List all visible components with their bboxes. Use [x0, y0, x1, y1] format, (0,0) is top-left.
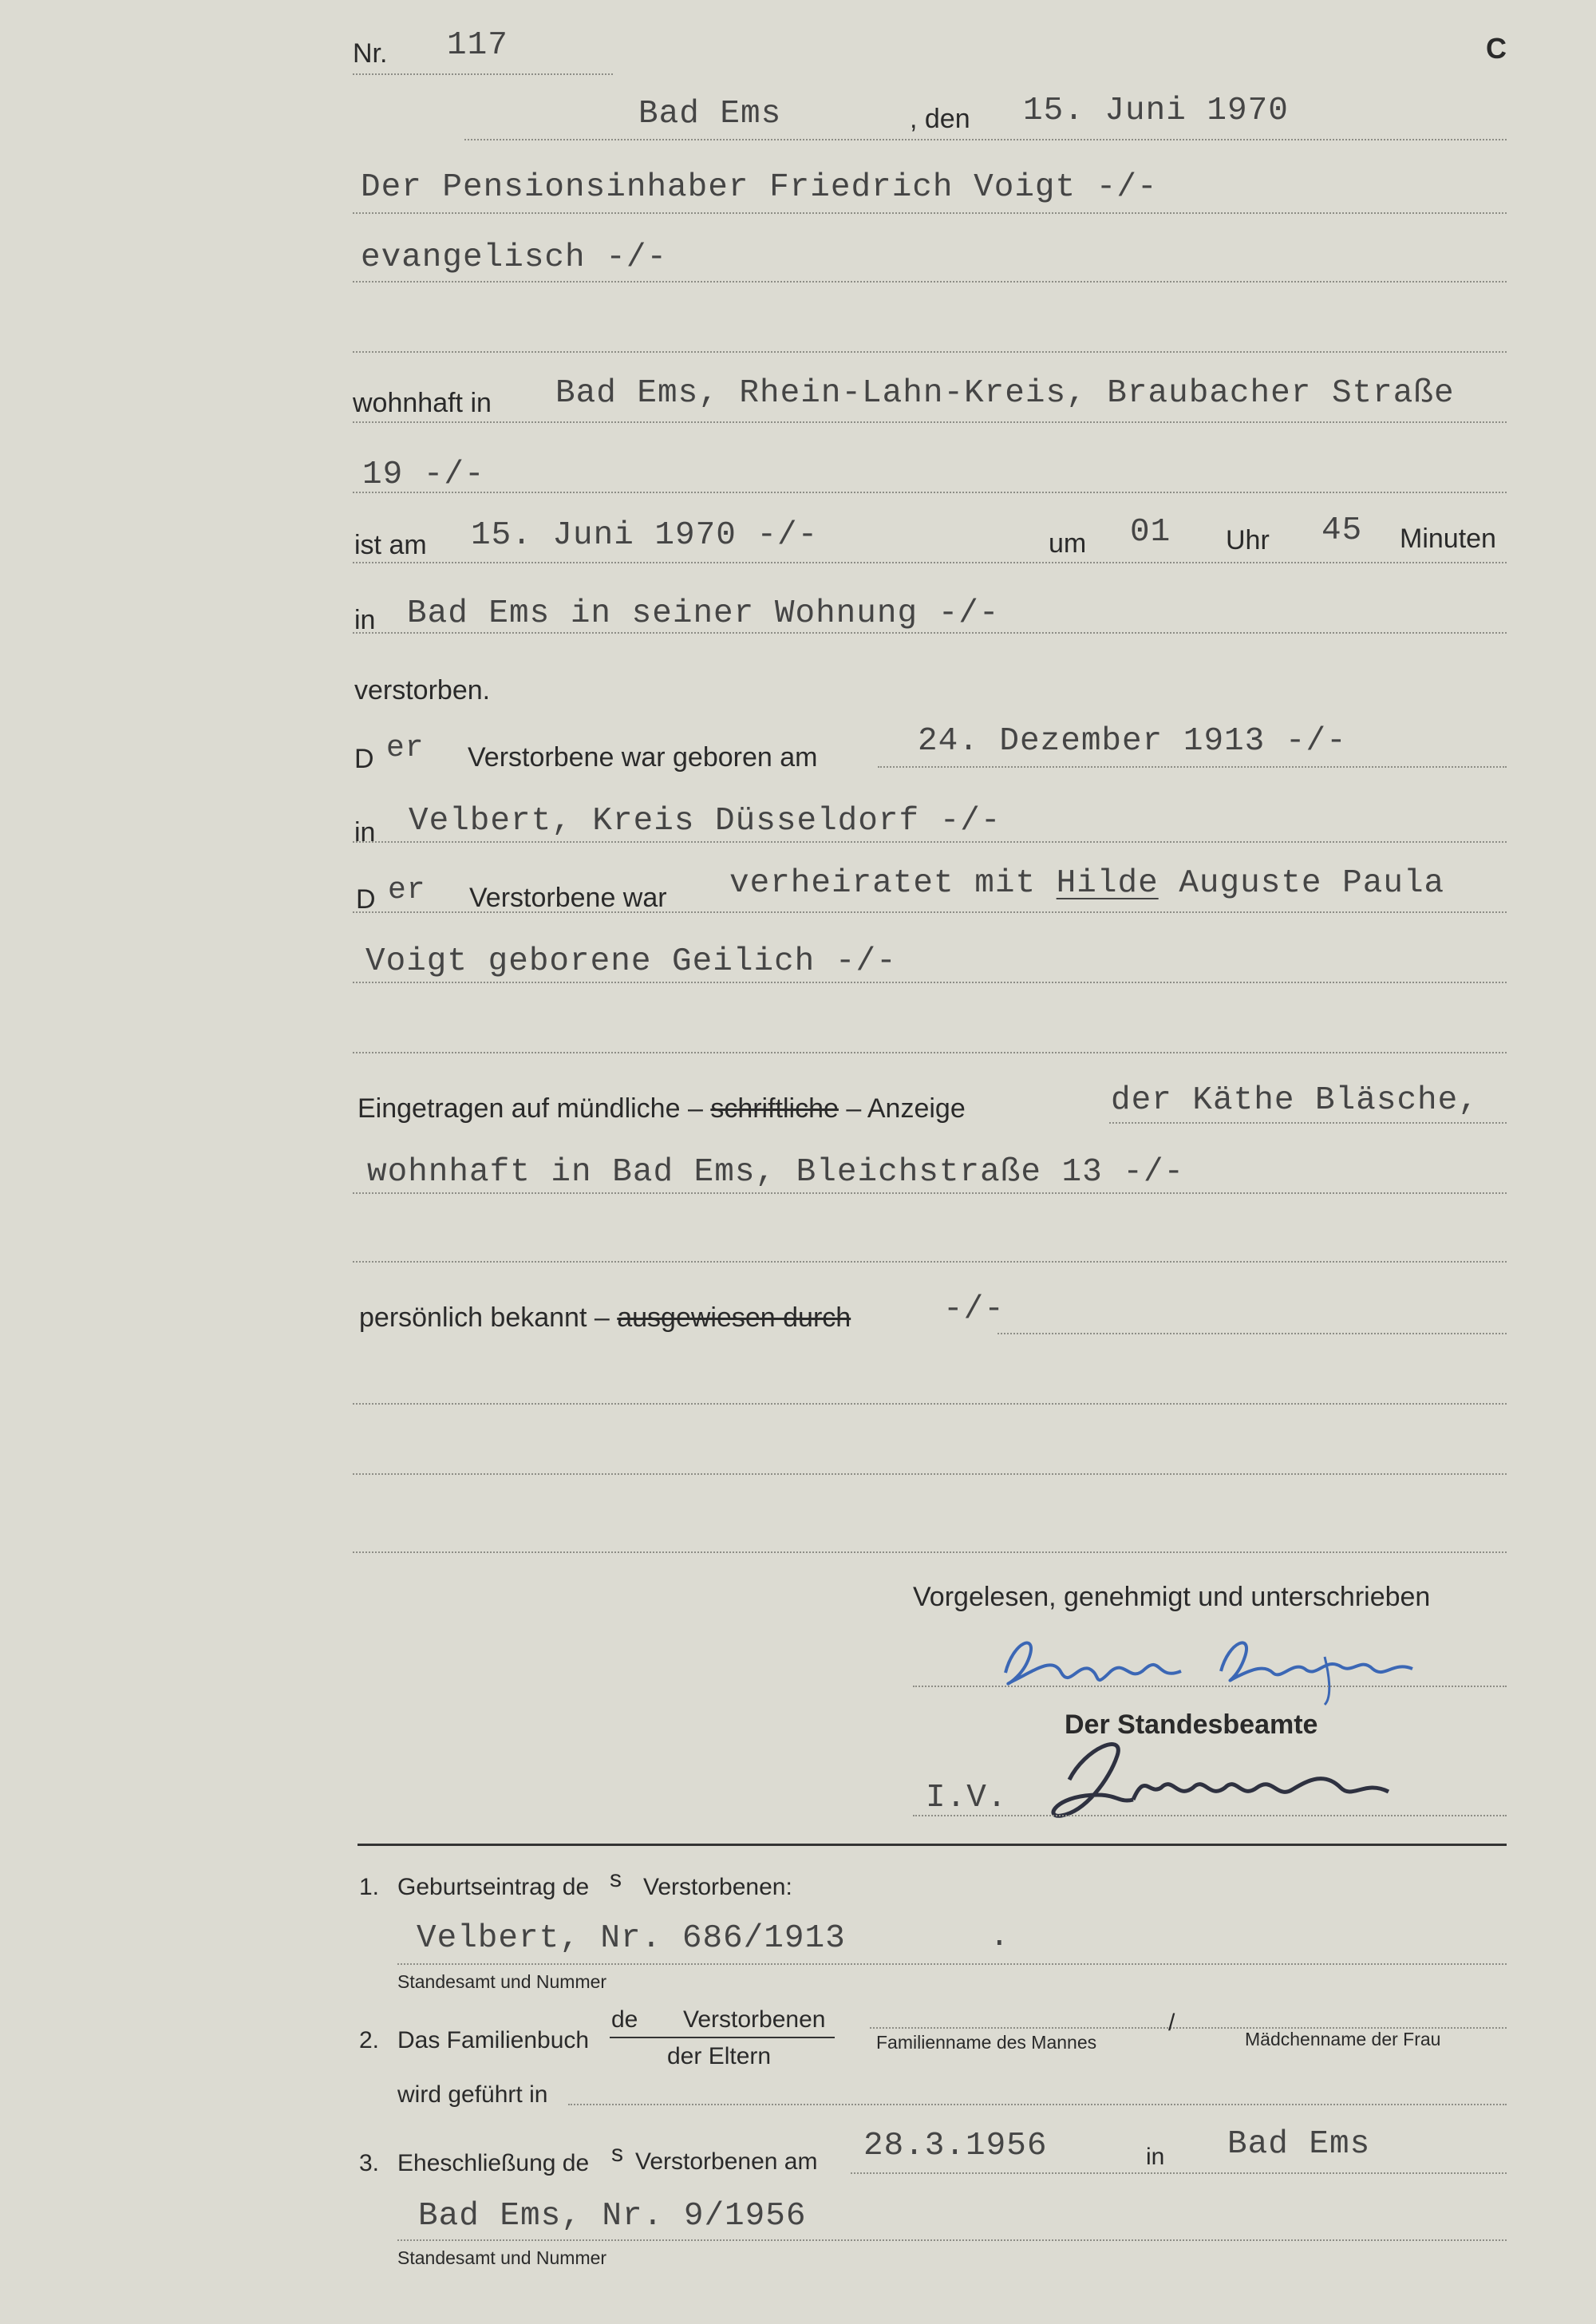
er-suffix: er: [388, 873, 426, 907]
informant-address: wohnhaft in Bad Ems, Bleichstraße 13 -/-: [367, 1154, 1185, 1191]
marriage-status: [729, 865, 1444, 902]
item-2-label: Das Familienbuch: [397, 2027, 590, 2053]
registration-label-b: – Anzeige: [846, 1093, 966, 1124]
in-label: in: [354, 605, 376, 635]
item-3-in: in: [1146, 2144, 1165, 2170]
death-hour: 01: [1130, 514, 1171, 551]
informant-name: der Käthe Bläsche,: [1111, 1082, 1479, 1119]
death-date: 15. Juni 1970 -/-: [471, 517, 819, 554]
item-3-caption: Standesamt und Nummer: [397, 2247, 607, 2268]
dotted-line: [353, 632, 1507, 634]
dotted-line: [851, 2172, 1507, 2174]
fraction-line: [610, 2037, 835, 2038]
dotted-line: [353, 1052, 1507, 1053]
spouse-name-line-2: Voigt geborene Geilich -/-: [365, 943, 897, 980]
dotted-line: [353, 1261, 1507, 1263]
verstorben-label: verstorben.: [354, 675, 491, 706]
identity-label: [359, 1302, 851, 1334]
item-1-dot: .: [990, 1919, 1010, 1955]
identity-value: -/-: [943, 1291, 1005, 1328]
spouse-first-name: Hilde: [1056, 865, 1159, 902]
dotted-line: [878, 766, 1507, 768]
place-of-record: Bad Ems: [638, 96, 782, 132]
registration-label-a: Eingetragen auf mündliche –: [358, 1093, 703, 1124]
marriage-place: Bad Ems: [1227, 2126, 1371, 2163]
informant-signature: [990, 1625, 1436, 1713]
dotted-line: [353, 1473, 1507, 1475]
dotted-line: [353, 281, 1507, 283]
iv-label: I.V.: [926, 1780, 1008, 1816]
form-code: C: [1486, 32, 1507, 65]
um-label: um: [1049, 528, 1087, 559]
death-minutes: 45: [1321, 512, 1363, 549]
item-2-de: de: [611, 2006, 638, 2033]
item-2-caption-wife: Mädchenname der Frau: [1245, 2029, 1441, 2049]
marriage-label: Verstorbene war: [469, 883, 667, 913]
dotted-line: [353, 562, 1507, 563]
birth-register-entry: Velbert, Nr. 686/1913: [417, 1920, 846, 1957]
dotted-line: [353, 212, 1507, 214]
registration-struck: schriftliche: [710, 1093, 839, 1124]
dotted-line: [353, 982, 1507, 983]
identity-known: persönlich bekannt –: [359, 1302, 610, 1333]
dotted-line: [568, 2104, 1507, 2105]
item-2-number: 2.: [359, 2027, 380, 2053]
dotted-line: [397, 1963, 1507, 1965]
dotted-line: [998, 1333, 1507, 1334]
item-2-wird: wird geführt in: [397, 2081, 548, 2108]
dotted-line: [353, 911, 1507, 913]
d-prefix: D: [356, 884, 376, 915]
identity-struck: ausgewiesen durch: [617, 1302, 851, 1333]
item-1-s: s: [610, 1866, 622, 1892]
dotted-line: [353, 351, 1507, 353]
deceased-name-line: Der Pensionsinhaber Friedrich Voigt -/-: [361, 169, 1158, 206]
record-number: 117: [447, 27, 508, 64]
dotted-line: [353, 1192, 1507, 1194]
dotted-line: [913, 1815, 1507, 1816]
religion-line: evangelisch -/-: [361, 239, 668, 276]
item-1-number: 1.: [359, 1874, 380, 1900]
dotted-line: [353, 421, 1507, 423]
er-suffix: er: [386, 731, 425, 765]
death-place: Bad Ems in seiner Wohnung -/-: [407, 595, 1000, 632]
item-2-verstorbenen: Verstorbenen: [683, 2006, 826, 2033]
item-2-eltern: der Eltern: [667, 2043, 772, 2069]
registrar-signature: [1037, 1724, 1420, 1828]
den-label: , den: [910, 104, 970, 134]
registrar-title: Der Standesbeamte: [1065, 1709, 1318, 1740]
birth-place: Velbert, Kreis Düsseldorf -/-: [409, 803, 1001, 840]
marriage-text-prefix: verheiratet mit: [729, 865, 1037, 902]
item-1-caption: Standesamt und Nummer: [397, 1971, 607, 1992]
dotted-line: [353, 1403, 1507, 1405]
d-prefix: D: [354, 744, 374, 774]
dotted-line: [353, 73, 613, 75]
section-divider: [358, 1844, 1507, 1846]
marriage-date: 28.3.1956: [863, 2128, 1048, 2164]
dotted-line: [1109, 1122, 1507, 1124]
residence-line-2: 19 -/-: [362, 457, 485, 493]
residence-label: wohnhaft in: [353, 388, 492, 418]
birth-date: 24. Dezember 1913 -/-: [918, 723, 1347, 760]
uhr-label: Uhr: [1226, 525, 1270, 555]
birth-label: Verstorbene war geboren am: [468, 742, 818, 773]
registration-label: [358, 1093, 966, 1124]
item-3-s: s: [611, 2140, 623, 2167]
item-3-label: Eheschließung de: [397, 2150, 590, 2176]
dotted-line: [353, 492, 1507, 493]
item-2-caption-husband: Familienname des Mannes: [876, 2032, 1097, 2053]
marriage-text-suffix: Auguste Paula: [1179, 865, 1445, 902]
marriage-register-entry: Bad Ems, Nr. 9/1956: [418, 2198, 807, 2235]
dotted-line: [397, 2239, 1507, 2241]
item-1-label: Geburtseintrag de: [397, 1874, 590, 1900]
dotted-line: [913, 1686, 1507, 1687]
item-2-slash: /: [1168, 2010, 1175, 2036]
read-approved-label: Vorgelesen, genehmigt und unterschrieben: [913, 1582, 1431, 1612]
minuten-label: Minuten: [1400, 524, 1496, 554]
residence-line-1: Bad Ems, Rhein-Lahn-Kreis, Braubacher Straße: [555, 375, 1455, 412]
dotted-line: [353, 1551, 1507, 1553]
item-3-number: 3.: [359, 2150, 380, 2176]
dotted-line: [464, 139, 1507, 140]
dotted-line: [353, 841, 1507, 843]
ist-am-label: ist am: [354, 530, 427, 560]
item-1-label-b: Verstorbenen:: [643, 1874, 792, 1900]
record-date: 15. Juni 1970: [1023, 93, 1289, 129]
birth-in-label: in: [354, 817, 376, 848]
item-3-label-b: Verstorbenen am: [635, 2148, 818, 2175]
nr-label: Nr.: [353, 38, 388, 69]
